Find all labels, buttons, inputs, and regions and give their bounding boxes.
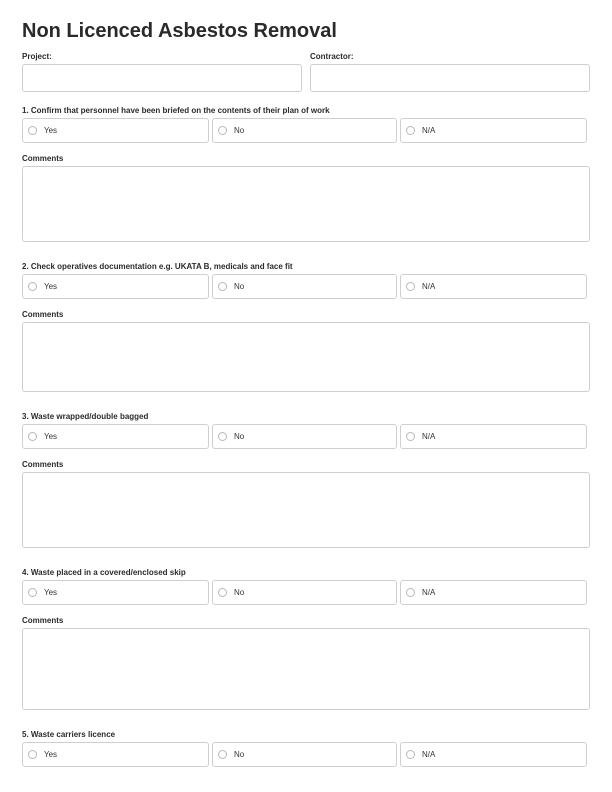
q2-option-na[interactable]	[400, 274, 587, 299]
radio-icon[interactable]	[218, 588, 227, 597]
radio-icon[interactable]	[28, 282, 37, 291]
radio-icon[interactable]	[28, 432, 37, 441]
option-label: N/A	[422, 588, 436, 597]
radio-icon[interactable]	[406, 126, 415, 135]
q1-comments-label: Comments	[22, 154, 64, 163]
question-2-label: 2. Check operatives documentation e.g. UKATA B, medicals and face fit	[22, 262, 293, 271]
q1-option-yes[interactable]	[22, 118, 209, 143]
form-title: Non Licenced Asbestos Removal	[22, 20, 337, 42]
q2-option-yes[interactable]	[22, 274, 209, 299]
q1-option-no[interactable]	[212, 118, 397, 143]
option-label: Yes	[44, 126, 58, 135]
q4-comments-textarea[interactable]	[22, 628, 590, 710]
radio-icon[interactable]	[28, 126, 37, 135]
radio-icon[interactable]	[406, 432, 415, 441]
radio-icon[interactable]	[406, 282, 415, 291]
option-label: N/A	[422, 126, 436, 135]
q4-option-yes[interactable]	[22, 580, 209, 605]
option-label: N/A	[422, 432, 436, 441]
radio-icon[interactable]	[28, 588, 37, 597]
q3-option-na[interactable]	[400, 424, 587, 449]
radio-icon[interactable]	[28, 750, 37, 759]
question-5-label: 5. Waste carriers licence	[22, 730, 116, 739]
q5-option-na[interactable]	[400, 742, 587, 767]
q5-option-yes[interactable]	[22, 742, 209, 767]
radio-icon[interactable]	[218, 750, 227, 759]
option-label: Yes	[44, 282, 58, 291]
radio-icon[interactable]	[218, 432, 227, 441]
option-label: No	[234, 750, 245, 759]
q4-comments-label: Comments	[22, 616, 64, 625]
q4-option-no[interactable]	[212, 580, 397, 605]
q5-option-no[interactable]	[212, 742, 397, 767]
q4-option-na[interactable]	[400, 580, 587, 605]
radio-icon[interactable]	[406, 588, 415, 597]
project-label: Project:	[22, 52, 52, 61]
option-label: Yes	[44, 432, 58, 441]
option-label: N/A	[422, 282, 436, 291]
question-1-label: 1. Confirm that personnel have been briefed on the contents of their plan of work	[22, 106, 330, 115]
q1-option-na[interactable]	[400, 118, 587, 143]
q3-option-yes[interactable]	[22, 424, 209, 449]
q1-comments-textarea[interactable]	[22, 166, 590, 242]
q3-comments-label: Comments	[22, 460, 64, 469]
option-label: No	[234, 282, 245, 291]
option-label: No	[234, 588, 245, 597]
project-input[interactable]	[22, 64, 302, 92]
option-label: No	[234, 126, 245, 135]
q2-comments-label: Comments	[22, 310, 64, 319]
q3-option-no[interactable]	[212, 424, 397, 449]
option-label: N/A	[422, 750, 436, 759]
option-label: Yes	[44, 588, 58, 597]
radio-icon[interactable]	[218, 126, 227, 135]
contractor-label: Contractor:	[310, 52, 354, 61]
q2-option-no[interactable]	[212, 274, 397, 299]
contractor-input[interactable]	[310, 64, 590, 92]
radio-icon[interactable]	[218, 282, 227, 291]
q3-comments-textarea[interactable]	[22, 472, 590, 548]
question-3-label: 3. Waste wrapped/double bagged	[22, 412, 149, 421]
q2-comments-textarea[interactable]	[22, 322, 590, 392]
radio-icon[interactable]	[406, 750, 415, 759]
option-label: No	[234, 432, 245, 441]
option-label: Yes	[44, 750, 58, 759]
question-4-label: 4. Waste placed in a covered/enclosed skip	[22, 568, 186, 577]
